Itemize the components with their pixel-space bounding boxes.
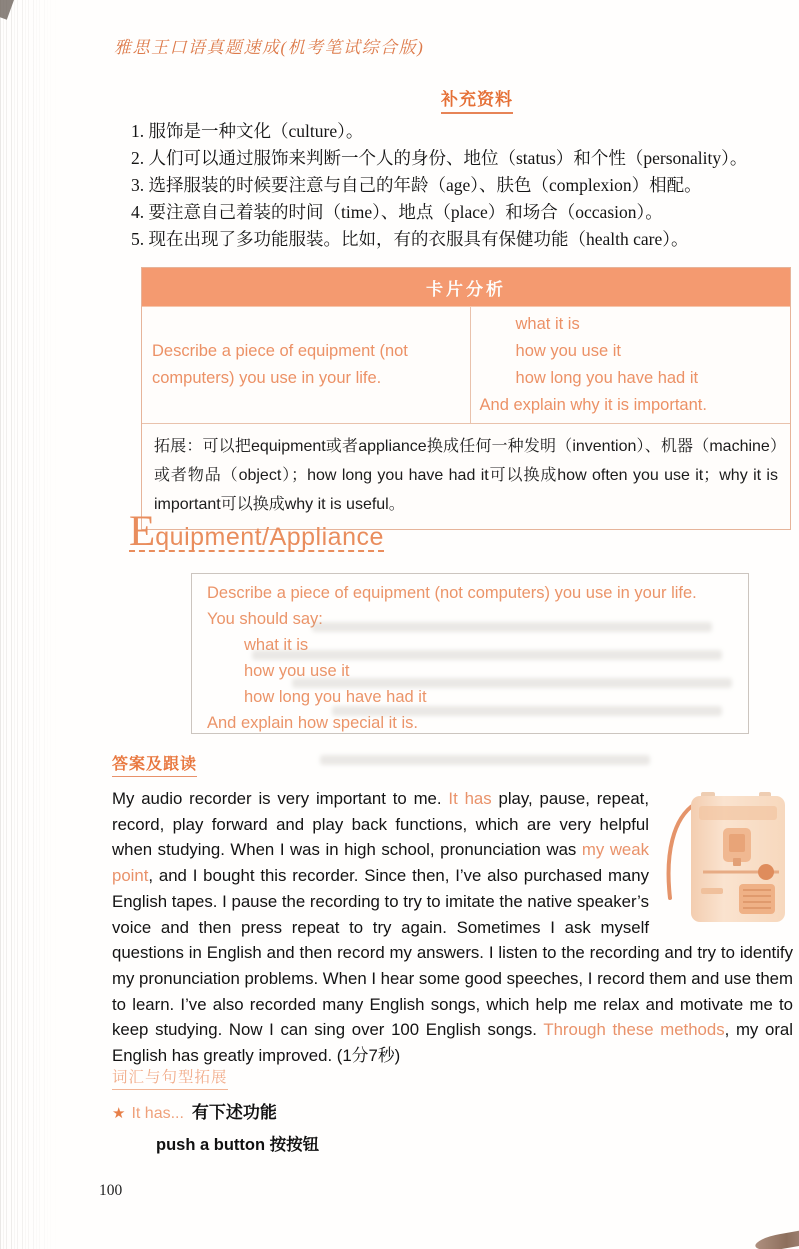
analysis-point: And explain why it is important.: [479, 396, 707, 414]
highlight-phrase: my weak point: [112, 840, 649, 886]
vocab-translation: 有下述功能: [191, 1103, 277, 1122]
card-analysis-header: 卡片分析: [142, 268, 790, 306]
vocab-item: push a button 按按钮: [156, 1136, 320, 1154]
vocab-phrase: It has...: [131, 1105, 184, 1122]
card-analysis-body: [142, 306, 790, 423]
section-title: [129, 508, 384, 555]
page-number: 100: [99, 1182, 123, 1199]
card-analysis-table: [141, 267, 791, 530]
list-item: 3. 选择服装的时候要注意与自己的年龄（age）、肤色（complexion）相配。: [131, 175, 702, 195]
star-icon: ★: [112, 1105, 126, 1122]
answer-text: play, pause, repeat, record, play forward and play back functions, which are very helpful when studying. When I was in high school, pronunciation was: [112, 789, 649, 860]
cue-card: [191, 573, 749, 734]
highlight-phrase: It has: [448, 789, 492, 808]
analysis-question: Describe a piece of equipment (not computers) you use in your life.: [142, 307, 471, 423]
cue-card-final-line: And explain how special it is.: [207, 714, 418, 732]
analysis-point: how you use it: [515, 342, 621, 360]
audio-recorder-illustration: [663, 776, 793, 926]
analysis-point: what it is: [515, 315, 580, 333]
scan-corner-mark: [0, 0, 14, 20]
cue-card-point: how you use it: [244, 662, 350, 680]
list-item: 5. 现在出现了多功能服装。比如，有的衣服具有保健功能（health care）。: [131, 229, 689, 249]
cue-card-point: how long you have had it: [244, 688, 427, 706]
answer-text: , my oral English has greatly improved. (1分7秒): [112, 1020, 793, 1066]
analysis-points: [471, 307, 790, 423]
bleed-through-artifact: [320, 755, 650, 765]
vocab-item: [112, 1098, 277, 1123]
answer-paragraph: [112, 786, 793, 1069]
book-title-header: 雅思王口语真题速成(机考笔试综合版): [114, 38, 425, 57]
list-item: 4. 要注意自己着装的时间（time）、地点（place）和场合（occasion）。: [131, 202, 663, 222]
scan-edge-artifact: [0, 0, 62, 1249]
answer-heading: 答案及跟读: [112, 751, 197, 777]
vocab-heading: 词汇与句型拓展: [112, 1065, 228, 1090]
list-item: 1. 服饰是一种文化（culture）。: [131, 121, 364, 141]
answer-text: My audio recorder is very important to me.: [112, 789, 449, 808]
cue-card-question: Describe a piece of equipment (not computers) you use in your life.: [207, 584, 697, 602]
answer-text: , and I bought this recorder. Since then, I’ve also purchased many English tapes. I pause the recording to try to imitate the native speaker’s voice and then press repeat to try again. Sometimes I ask myself questions in English and then record my answers. I listen to the recording and try to identify my pronunciation problems. When I hear some good speeches, I record them and use them to learn. I’ve also recorded many English songs, which help me relax and motivate me to keep studying. Now I can sing over 100 English songs.: [112, 866, 793, 1040]
analysis-expansion-note: 拓展：可以把equipment或者appliance换成任何一种发明（invention）、机器（machine）或者物品（object）；how long you have had it可以换成how often you use it；why it is important可以换成why it is useful。: [142, 423, 790, 529]
cue-card-instruction: You should say:: [207, 610, 323, 628]
highlight-phrase: Through these methods: [543, 1020, 725, 1040]
list-item: 2. 人们可以通过服饰来判断一个人的身份、地位（status）和个性（personality）。: [131, 148, 748, 168]
section-title-text: quipment/Appliance: [155, 523, 384, 551]
cue-card-point: what it is: [244, 636, 309, 654]
page-curl-mark: [754, 1230, 799, 1249]
analysis-point: how long you have had it: [515, 369, 699, 387]
supplement-title: 补充资料: [441, 85, 513, 114]
section-title-dropcap: E: [129, 508, 156, 555]
supplement-list: [131, 118, 793, 253]
